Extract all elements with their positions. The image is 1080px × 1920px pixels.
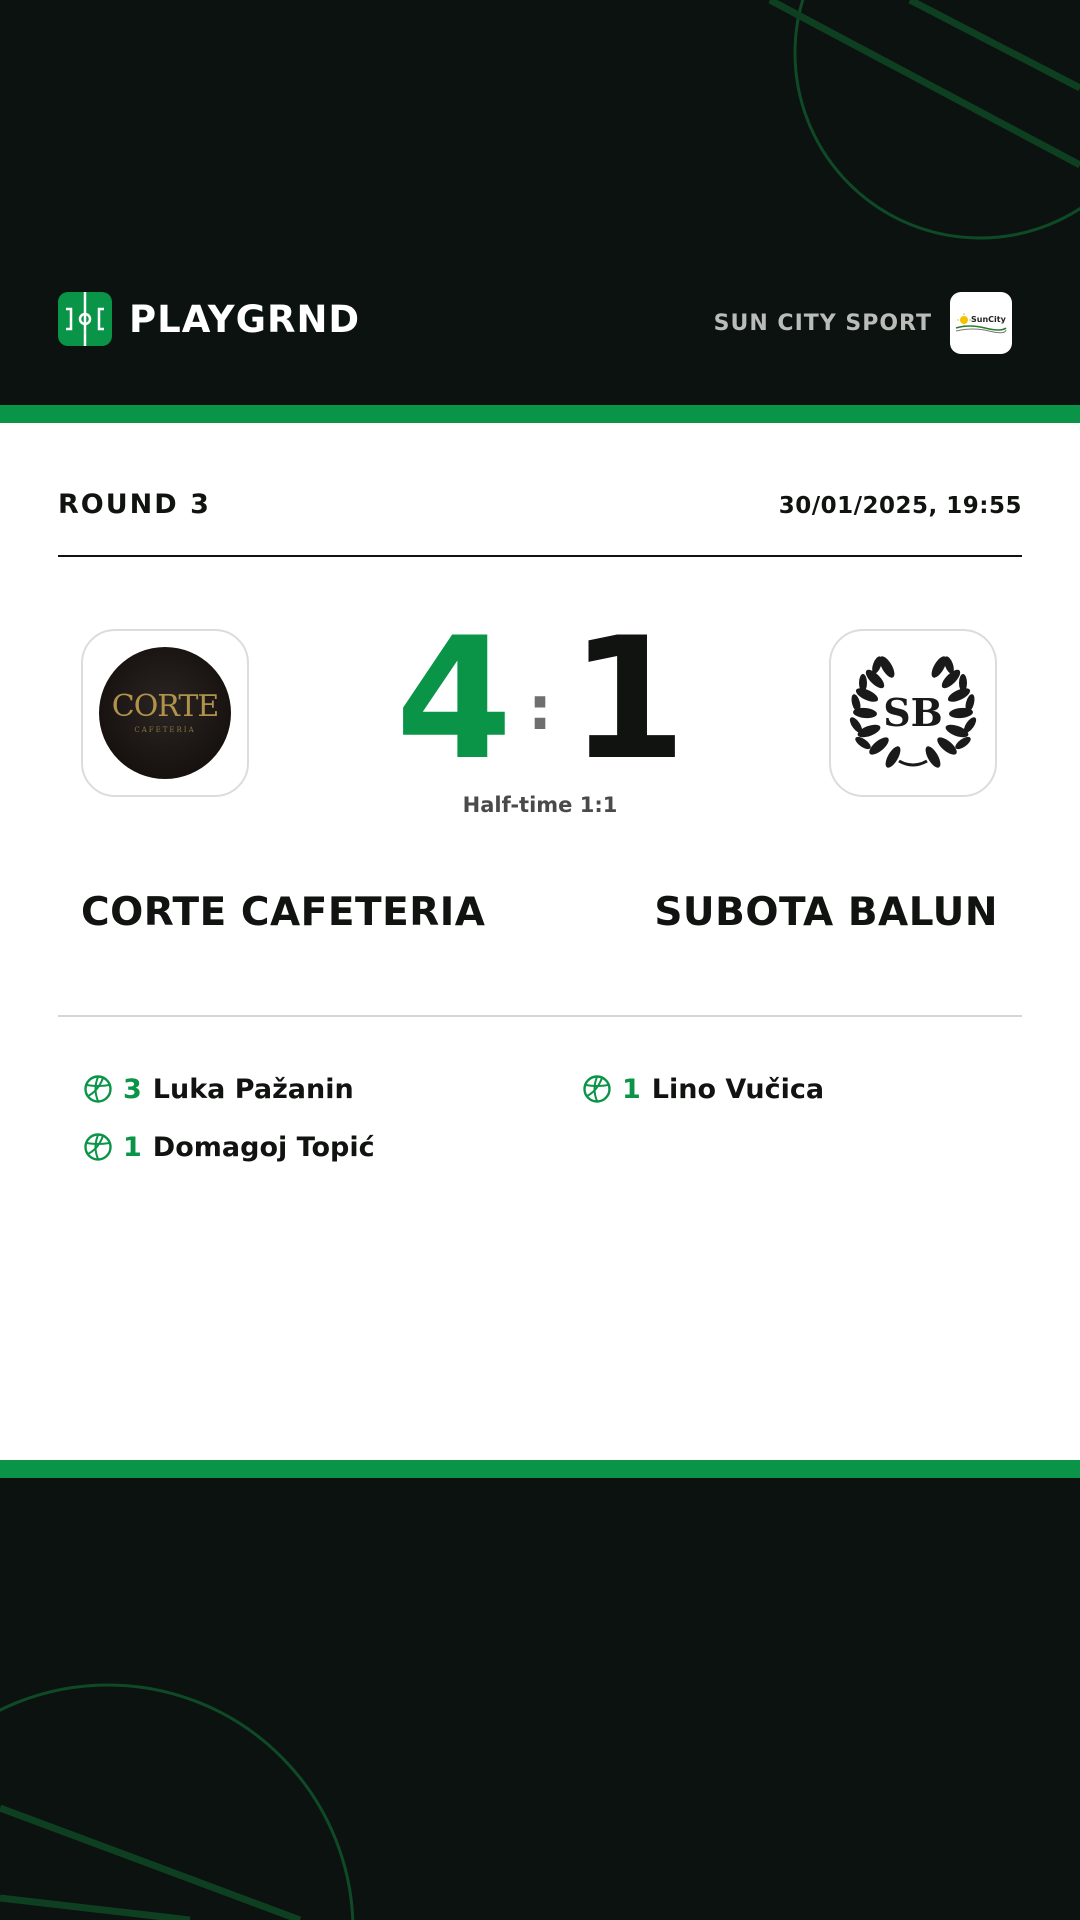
footer-section [0, 1478, 1080, 1920]
green-stripe-bottom [0, 1460, 1080, 1478]
home-logo-text: CORTE [111, 689, 219, 724]
green-stripe-top [0, 405, 1080, 423]
sponsor-logo-text: SunCity [971, 315, 1006, 324]
scorer-row [582, 1069, 824, 1109]
home-scorers-list [83, 1069, 375, 1185]
brand [58, 292, 360, 346]
football-icon [582, 1074, 612, 1104]
home-team-name: CORTE CAFETERIA [81, 890, 486, 935]
football-icon [83, 1132, 113, 1162]
away-team-logo [829, 629, 997, 797]
sponsor-logo [950, 292, 1012, 354]
laurel-wreath-icon [843, 643, 983, 783]
brand-name: PLAYGRND [129, 297, 361, 341]
away-logo-text: SB [883, 690, 943, 735]
scorer-name: Domagoj Topić [152, 1131, 375, 1163]
divider-light [58, 1015, 1022, 1017]
match-datetime: 30/01/2025, 19:55 [778, 493, 1022, 519]
sponsor [714, 292, 1012, 354]
goal-count: 3 [123, 1073, 142, 1105]
goal-count: 1 [123, 1131, 142, 1163]
home-score: 4 [395, 601, 513, 797]
scorer-name: Luka Pažanin [152, 1073, 354, 1105]
away-scorers-list [582, 1069, 824, 1127]
football-pitch-icon [58, 292, 112, 346]
sponsor-name: SUN CITY SPORT [713, 310, 932, 336]
scorer-row [83, 1069, 375, 1109]
scorer-row [83, 1127, 375, 1167]
home-logo-subtext: CAFETERIA [134, 726, 196, 734]
divider [58, 555, 1022, 557]
football-icon [83, 1074, 113, 1104]
header-section [0, 0, 1080, 405]
away-team-name: SUBOTA BALUN [654, 890, 998, 935]
away-score: 1 [569, 601, 687, 797]
goal-count: 1 [622, 1073, 641, 1105]
pitch-decoration-bottom [0, 1478, 1080, 1920]
match-card [0, 423, 1080, 1460]
halftime-score: Half-time 1:1 [462, 793, 618, 817]
score-separator: : [528, 674, 552, 744]
scorer-name: Lino Vučica [651, 1073, 825, 1105]
round-label: ROUND 3 [58, 489, 211, 520]
